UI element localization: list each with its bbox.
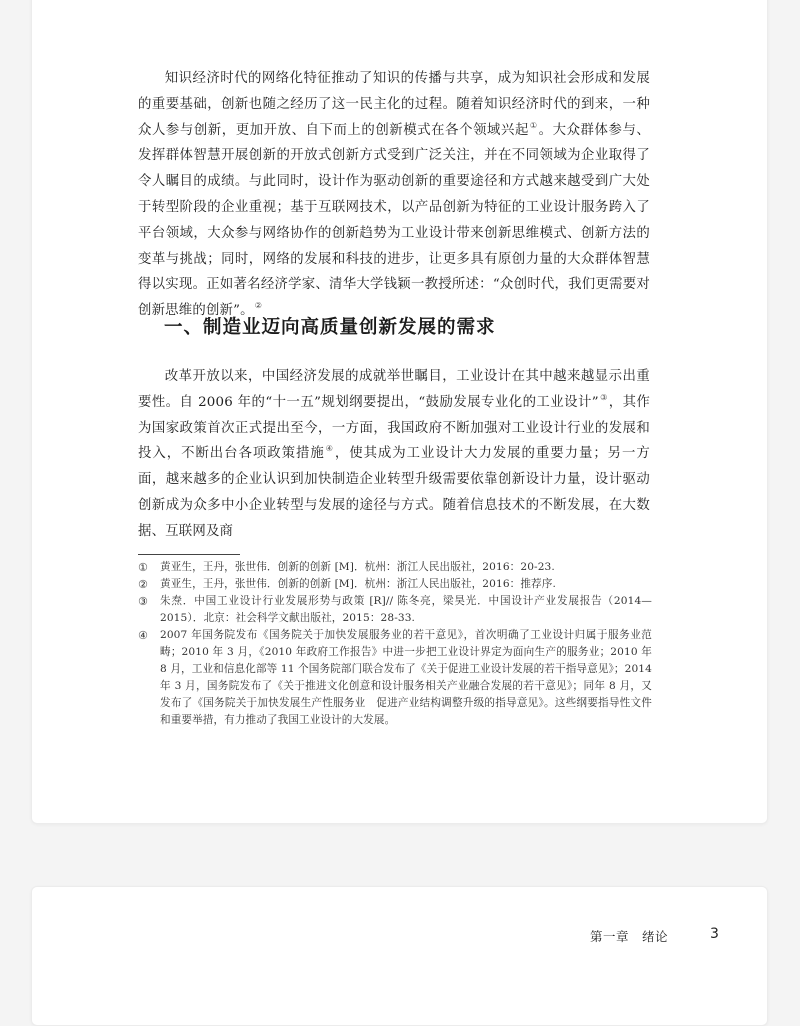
footnote-item xyxy=(138,559,652,576)
body-paragraph-1 xyxy=(138,66,650,324)
footnote-ref-3[interactable]: ③ xyxy=(599,392,608,402)
footnote-text: 黄亚生，王丹，张世伟．创新的创新 [M]．杭州：浙江人民出版社，2016：推荐序. xyxy=(160,578,556,590)
footnote-ref-1[interactable]: ① xyxy=(529,120,538,130)
footnote-text: 2007 年国务院发布《国务院关于加快发展服务业的若干意见》，首次明确了工业设计归属于服务业范畴；2010 年 3 月，《2010 年政府工作报告》中进一步把工业设计界定为面向生产的服务业；2010 年 8 月，工业和信息化部等 11 个国务院部门联合发布了《关于促进工业设计发展的若干指导意见》；2014 年 3 月，国务院发布了《关于推进文化创意和设计服务相关产业融合发展的若干意见》；同年 8 月，又发布了《国务院关于加快发展生产性服务业 促进产业结构调整升级的指导意见》。这些纲要指导性文件和重要举措，有力推动了我国工业设计的大发展。 xyxy=(160,629,652,726)
footnote-item xyxy=(138,576,652,593)
footnote-divider xyxy=(138,554,240,555)
footnote-text: 朱焘．中国工业设计行业发展形势与政策 [R]// 陈冬亮，梁昊光．中国设计产业发展报告（2014—2015）．北京：社会科学文献出版社，2015：28-33. xyxy=(160,595,652,624)
footnote-number: ② xyxy=(138,578,148,591)
running-head: 第一章 绪论 xyxy=(590,929,669,944)
paragraph-text: 改革开放以来，中国经济发展的成就举世瞩目，工业设计在其中越来越显示出重要性。自 2006 年的“十一五”规划纲要提出，“鼓励发展专业化的工业设计” xyxy=(138,369,650,410)
paragraph-text: 。大众群体参与、发挥群体智慧开展创新的开放式创新方式受到广泛关注，并在不同领域为企业取得了令人瞩目的成绩。与此同时，设计作为驱动创新的重要途径和方式越来越受到广大处于转型阶段的企业重视；基于互联网技术，以产品创新为特征的工业设计服务跨入了平台领域，大众参与网络协作的创新趋势为工业设计带来创新思维模式、创新方法的变革与挑战；同时，网络的发展和科技的进步，让更多具有原创力量的大众群体智慧得以实现。正如著名经济学家、清华大学钱颖一教授所述：“众创时代，我们更需要对创新思维的创新”。 xyxy=(138,122,650,319)
footnote-number: ④ xyxy=(138,629,148,642)
paragraph-text: 知识经济时代的网络化特征推动了知识的传播与共享，成为知识社会形成和发展的重要基础，创新也随之经历了这一民主化的过程。随着知识经济时代的到来，一种众人参与创新，更加开放、自下而上的创新模式在各个领域兴起 xyxy=(138,71,650,138)
footnote-text: 黄亚生，王丹，张世伟．创新的创新 [M]．杭州：浙江人民出版社，2016：20-23. xyxy=(160,561,555,573)
footnote-list xyxy=(138,559,652,729)
body-paragraph-2 xyxy=(138,364,650,545)
book-page xyxy=(31,0,768,824)
footnote-number: ① xyxy=(138,561,148,574)
section-heading: 一、制造业迈向高质量创新发展的需求 xyxy=(164,317,496,338)
paragraph-text: ，使其成为工业设计大力发展的重要力量；另一方面，越来越多的企业认识到加快制造企业转型升级需要依靠创新设计力量，设计驱动创新成为众多中小企业转型与发展的途径与方式。随着信息技术的不断发展，在大数据、互联网及商 xyxy=(138,446,650,539)
footnote-item xyxy=(138,627,652,729)
paragraph-text: ，其作为国家政策首次正式提出至今，一方面，我国政府不断加强对工业设计行业的发展和投入，不断出台各项政策措施 xyxy=(138,394,651,462)
footnote-ref-4[interactable]: ④ xyxy=(325,444,334,454)
footnote-number: ③ xyxy=(138,595,148,608)
page-number: 3 xyxy=(710,926,719,942)
footnote-ref-2[interactable]: ② xyxy=(254,301,263,311)
footnote-item xyxy=(138,593,652,627)
book-page xyxy=(31,886,768,1026)
